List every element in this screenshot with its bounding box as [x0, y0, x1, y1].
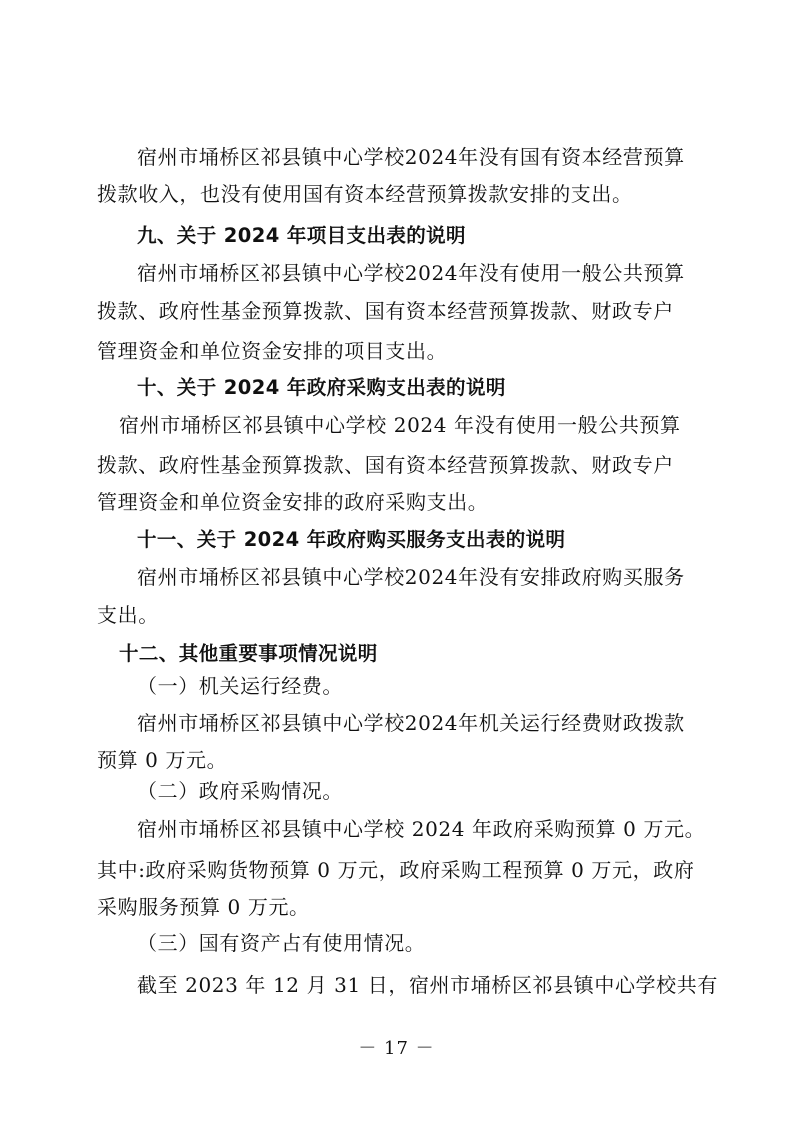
paragraph-line: 宿州市埇桥区祁县镇中心学校2024年没有国有资本经营预算 — [137, 145, 685, 169]
section-heading: 九、关于 2024 年项目支出表的说明 — [137, 224, 466, 247]
paragraph-line: 宿州市埇桥区祁县镇中心学校2024年没有安排政府购买服务 — [137, 565, 685, 589]
paragraph-line: 预算 0 万元。 — [97, 748, 228, 772]
paragraph-line: 采购服务预算 0 万元。 — [97, 895, 310, 919]
paragraph-line: 宿州市埇桥区祁县镇中心学校2024年机关运行经费财政拨款 — [137, 711, 685, 735]
subsection-heading: （二）政府采购情况。 — [137, 779, 343, 803]
subsection-heading: （三）国有资产占有使用情况。 — [137, 931, 426, 955]
section-heading: 十、关于 2024 年政府采购支出表的说明 — [137, 376, 506, 399]
paragraph-line: 截至 2023 年 12 月 31 日，宿州市埇桥区祁县镇中心学校共有 — [137, 973, 718, 997]
paragraph-line: 宿州市埇桥区祁县镇中心学校 2024 年政府采购预算 0 万元。 — [137, 817, 706, 841]
section-heading: 十一、关于 2024 年政府购买服务支出表的说明 — [137, 528, 566, 551]
paragraph-line: 拨款、政府性基金预算拨款、国有资本经营预算拨款、财政专户 — [97, 453, 674, 477]
paragraph-line: 管理资金和单位资金安排的政府采购支出。 — [97, 490, 489, 514]
subsection-heading: （一）机关运行经费。 — [137, 674, 343, 698]
paragraph-line: 其中:政府采购货物预算 0 万元，政府采购工程预算 0 万元，政府 — [97, 858, 695, 882]
paragraph-line: 宿州市埇桥区祁县镇中心学校 2024 年没有使用一般公共预算 — [119, 413, 681, 437]
paragraph-line: 拨款、政府性基金预算拨款、国有资本经营预算拨款、财政专户 — [97, 299, 674, 323]
section-heading: 十二、其他重要事项情况说明 — [119, 642, 378, 665]
page-number: － 17 － — [358, 1038, 435, 1059]
paragraph-line: 宿州市埇桥区祁县镇中心学校2024年没有使用一般公共预算 — [137, 261, 685, 285]
paragraph-line: 管理资金和单位资金安排的项目支出。 — [97, 339, 448, 363]
paragraph-line: 拨款收入，也没有使用国有资本经营预算拨款安排的支出。 — [97, 182, 633, 206]
paragraph-line: 支出。 — [97, 603, 159, 627]
